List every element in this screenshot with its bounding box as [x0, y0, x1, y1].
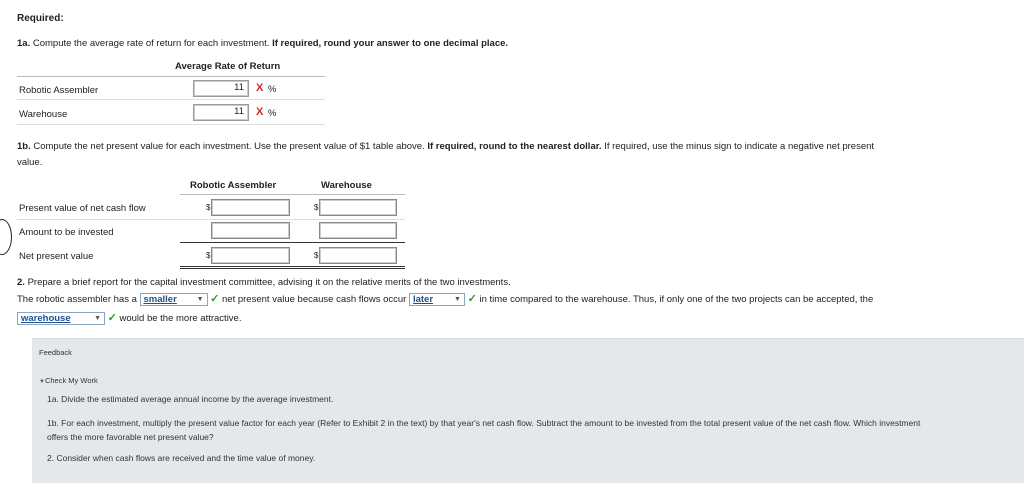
sum-line — [180, 242, 405, 243]
warehouse-invested-input[interactable] — [319, 222, 397, 239]
incorrect-icon: X — [256, 106, 264, 118]
timing-dropdown[interactable] — [409, 293, 465, 306]
table-divider — [17, 76, 325, 77]
q1a-text: Compute the average rate of return for each investment. — [32, 38, 270, 49]
currency-symbol: $ — [206, 251, 211, 260]
row-divider — [17, 219, 405, 220]
row-label-npv: Net present value — [19, 251, 94, 262]
row-label-warehouse: Warehouse — [19, 109, 68, 120]
chevron-down-icon: ▼ — [94, 315, 101, 322]
q1a-instruction — [17, 38, 508, 49]
robotic-invested-input[interactable] — [211, 222, 290, 239]
q2-text: Prepare a brief report for the capital investment committee, advising it on the relative merits of the two investments. — [27, 277, 511, 288]
chevron-down-icon: ▼ — [196, 296, 204, 303]
row-label-amount-invested: Amount to be invested — [19, 227, 114, 238]
correct-check-icon: ✓ — [210, 293, 220, 305]
q2-s4: would be the more attractive. — [119, 313, 242, 324]
feedback-panel — [32, 338, 1024, 483]
robotic-npv-input[interactable] — [211, 247, 290, 264]
row-label-pv-cash-flow: Present value of net cash flow — [19, 203, 146, 214]
double-underline-top — [180, 266, 405, 267]
double-underline-bottom — [180, 268, 405, 269]
npv-size-dropdown[interactable] — [140, 293, 208, 306]
q2-s2: net present value because cash flows occur — [222, 294, 407, 305]
feedback-item-1b: 1b. For each investment, multiply the present value factor for each year (Refer to Exhibit 2 in the text) by that year's net cash flow. Subtract the amount to be invested from the total present value of the net cash flow. Which investment — [47, 418, 921, 428]
col-header-robotic: Robotic Assembler — [190, 180, 277, 191]
feedback-title: Feedback — [39, 348, 72, 357]
warehouse-rate-input[interactable]: 11 — [193, 104, 249, 121]
required-label: Required: — [17, 13, 64, 24]
warehouse-npv-input[interactable] — [319, 247, 397, 264]
warehouse-pv-input[interactable] — [319, 199, 397, 216]
header-divider — [180, 194, 405, 195]
percent-unit: % — [268, 108, 277, 119]
currency-symbol: $ — [314, 203, 319, 212]
currency-symbol: $ — [314, 251, 319, 260]
q1b-number: 1b. — [17, 141, 31, 152]
avg-rate-header: Average Rate of Return — [175, 61, 281, 72]
q2-number: 2. — [17, 277, 25, 288]
feedback-item-1a: 1a. Divide the estimated average annual income by the average investment. — [47, 394, 334, 404]
feedback-item-2: 2. Consider when cash flows are received and the time value of money. — [47, 453, 316, 463]
check-my-work-label: Check My Work — [44, 376, 98, 385]
feedback-item-1b-cont: offers the more favorable net present value? — [47, 432, 214, 442]
dropdown-value: warehouse — [21, 313, 71, 324]
q1b-text-a: Compute the net present value for each investment. Use the present value of $1 table above. — [33, 141, 425, 152]
correct-check-icon: ✓ — [467, 293, 477, 305]
robotic-rate-input[interactable]: 11 — [193, 80, 249, 97]
q1a-number: 1a. — [17, 38, 31, 49]
q1b-instruction — [17, 141, 874, 152]
attractive-project-dropdown[interactable] — [17, 312, 105, 325]
q2-sentence-line2 — [17, 311, 241, 326]
percent-unit: % — [268, 84, 277, 95]
dropdown-value: later — [412, 294, 434, 305]
dropdown-value: smaller — [143, 294, 177, 305]
currency-symbol: $ — [206, 203, 211, 212]
q2-s3: in time compared to the warehouse. Thus, if only one of the two projects can be accepted, the — [479, 294, 874, 305]
row-divider — [17, 99, 325, 100]
triangle-down-icon: ▼ — [39, 379, 45, 385]
chevron-down-icon: ▼ — [454, 296, 461, 303]
q1b-bold-text: If required, round to the nearest dollar. — [427, 141, 602, 152]
q2-s1: The robotic assembler has a — [17, 294, 137, 305]
incorrect-icon: X — [256, 82, 264, 94]
q2-sentence-line1 — [17, 292, 873, 307]
col-header-warehouse: Warehouse — [321, 180, 372, 191]
q2-instruction — [17, 277, 511, 288]
check-my-work-toggle[interactable] — [39, 376, 98, 385]
row-label-robotic: Robotic Assembler — [19, 85, 99, 96]
robotic-pv-input[interactable] — [211, 199, 290, 216]
margin-bracket — [0, 219, 12, 255]
q1a-bold-text: If required, round your answer to one decimal place. — [272, 38, 509, 49]
q1b-text-b: If required, use the minus sign to indicate a negative net present — [604, 141, 875, 152]
correct-check-icon: ✓ — [107, 312, 117, 324]
q1b-text-c: value. — [17, 157, 43, 168]
row-divider — [17, 124, 325, 125]
